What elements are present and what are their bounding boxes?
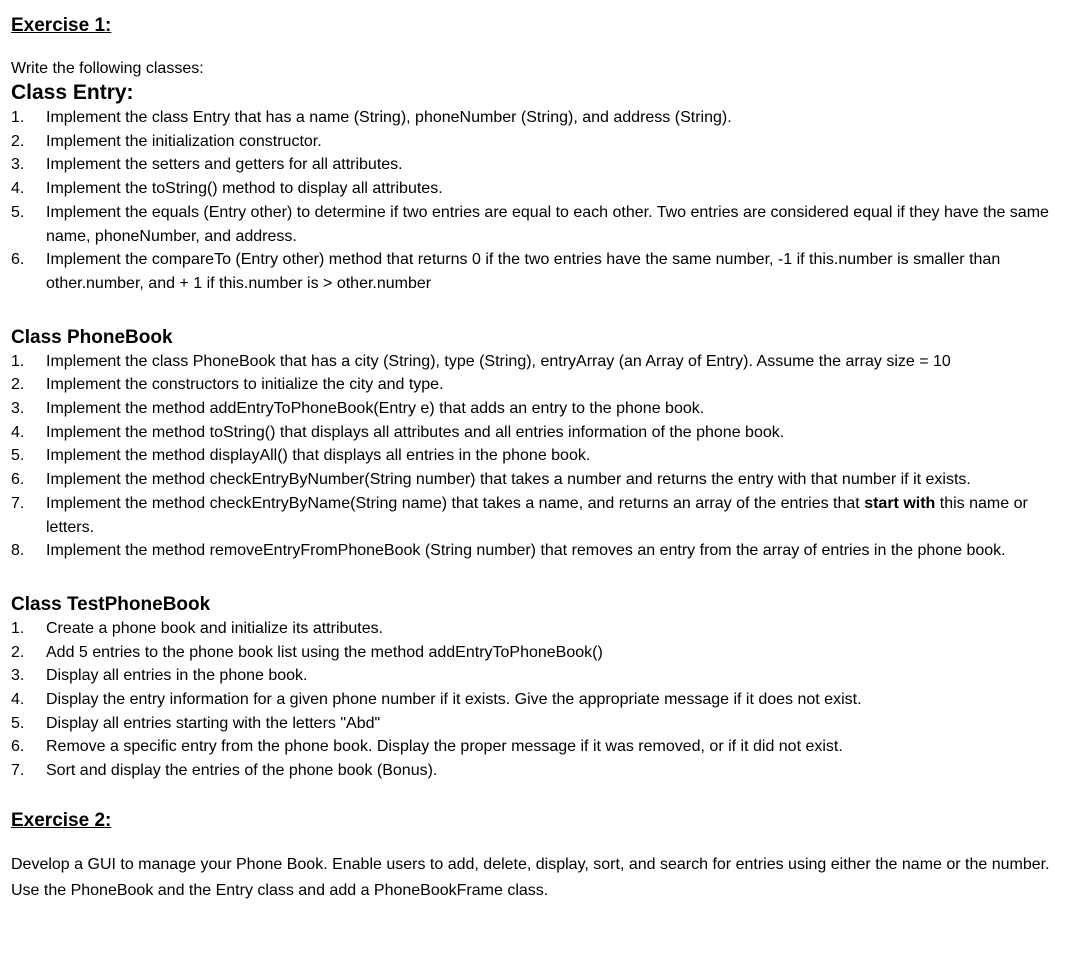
list-number: 8. [11,542,25,560]
list-text: Add 5 entries to the phone book list using the method addEntryToPhoneBook() [46,643,603,661]
list-item [11,421,1069,445]
list-text: Implement the method displayAll() that displays all entries in the phone book. [46,447,591,465]
list-text: Implement the method toString() that displays all attributes and all entries information of the phone book. [46,423,785,441]
list-number: 1. [11,619,25,637]
list-text: Implement the equals (Entry other) to determine if two entries are equal to each other. Two entries are considered equal if they have the same name, phoneNumber, and address. [46,203,1049,245]
exercise2-text: Develop a GUI to manage your Phone Book. Enable users to add, delete, display, sort, and search for entries using either the name or the number. Use the PhoneBook and the Entry class and add a PhoneBookFrame class. [11,855,1050,899]
list-text-emphasis: start with [864,494,936,512]
list-item [11,130,1069,154]
list-text: Implement the method addEntryToPhoneBook(Entry e) that adds an entry to the phone book. [46,400,705,418]
list-item [11,712,1069,736]
list-text: Implement the method checkEntryByName(String name) that takes a name, and returns an array of the entries that [46,494,865,512]
list-number: 1. [11,352,25,370]
list-item [11,617,1069,641]
exercise2-heading: Exercise 2: [11,809,112,831]
list-number: 6. [11,251,25,269]
list-text: Implement the compareTo (Entry other) method that returns 0 if the two entries have the same number, -1 if this.number is smaller than other.number, and + 1 if this.number is > other.number [46,251,1001,292]
list-item [11,397,1069,421]
list-item [11,350,1069,374]
list-text: Implement the class PhoneBook that has a city (String), type (String), entryArray (an Array of Entry). Assume the array size = 10 [46,352,951,370]
list-text: Implement the method checkEntryByNumber(String number) that takes a number and returns the entry with that number if it exists. [46,471,971,489]
list-text: Implement the method removeEntryFromPhoneBook (String number) that removes an entry from the array of entries in the phone book. [46,542,1006,560]
list-item [11,106,1069,130]
list-number: 2. [11,643,25,661]
list-item [11,444,1069,468]
list-number: 3. [11,667,25,685]
list-number: 6. [11,738,25,756]
list-number: 5. [11,714,25,732]
list-item [11,248,1069,295]
list-item [11,735,1069,759]
list-text: Implement the toString() method to display all attributes. [46,180,443,198]
list-item [11,373,1069,397]
list-number: 4. [11,180,25,198]
list-item [11,688,1069,712]
list-item [11,492,1069,539]
class-entry-list [11,106,1069,296]
list-text: Display all entries in the phone book. [46,667,308,685]
list-item [11,177,1069,201]
list-text: Create a phone book and initialize its attributes. [46,619,384,637]
exercise1-heading: Exercise 1: [11,15,112,36]
class-testphonebook-heading: Class TestPhoneBook [11,593,211,615]
list-item [11,664,1069,688]
list-number: 2. [11,132,25,150]
list-text: Remove a specific entry from the phone book. Display the proper message if it was removed, or if it did not exist. [46,738,843,756]
list-number: 4. [11,691,25,709]
list-number: 2. [11,376,25,394]
list-number: 5. [11,447,25,465]
list-text: Display the entry information for a given phone number if it exists. Give the appropriate message if it does not exist. [46,691,862,709]
list-text: Sort and display the entries of the phone book (Bonus). [46,762,438,780]
list-item [11,468,1069,492]
list-text: Implement the constructors to initialize the city and type. [46,376,444,394]
list-number: 7. [11,762,25,780]
list-text: Display all entries starting with the letters "Abd" [46,714,381,732]
list-number: 5. [11,203,25,221]
list-text: Implement the setters and getters for all attributes. [46,156,403,174]
exercise1-intro: Write the following classes: [11,60,204,77]
list-item [11,759,1069,783]
list-text: this name or letters. [46,494,1028,536]
list-text: Implement the initialization constructor. [46,132,322,150]
class-phonebook-list [11,350,1069,563]
class-testphonebook-list [11,617,1069,783]
list-item [11,539,1069,563]
list-item [11,641,1069,665]
list-number: 3. [11,400,25,418]
list-text: Implement the class Entry that has a name (String), phoneNumber (String), and address (String). [46,109,732,126]
list-number: 6. [11,471,25,489]
list-item [11,201,1069,248]
list-number: 7. [11,494,25,512]
list-number: 1. [11,109,25,126]
class-entry-heading: Class Entry: [11,81,134,104]
list-number: 3. [11,156,25,174]
document-page [11,14,1069,904]
class-phonebook-heading: Class PhoneBook [11,326,173,348]
list-number: 4. [11,423,25,441]
list-item [11,153,1069,177]
